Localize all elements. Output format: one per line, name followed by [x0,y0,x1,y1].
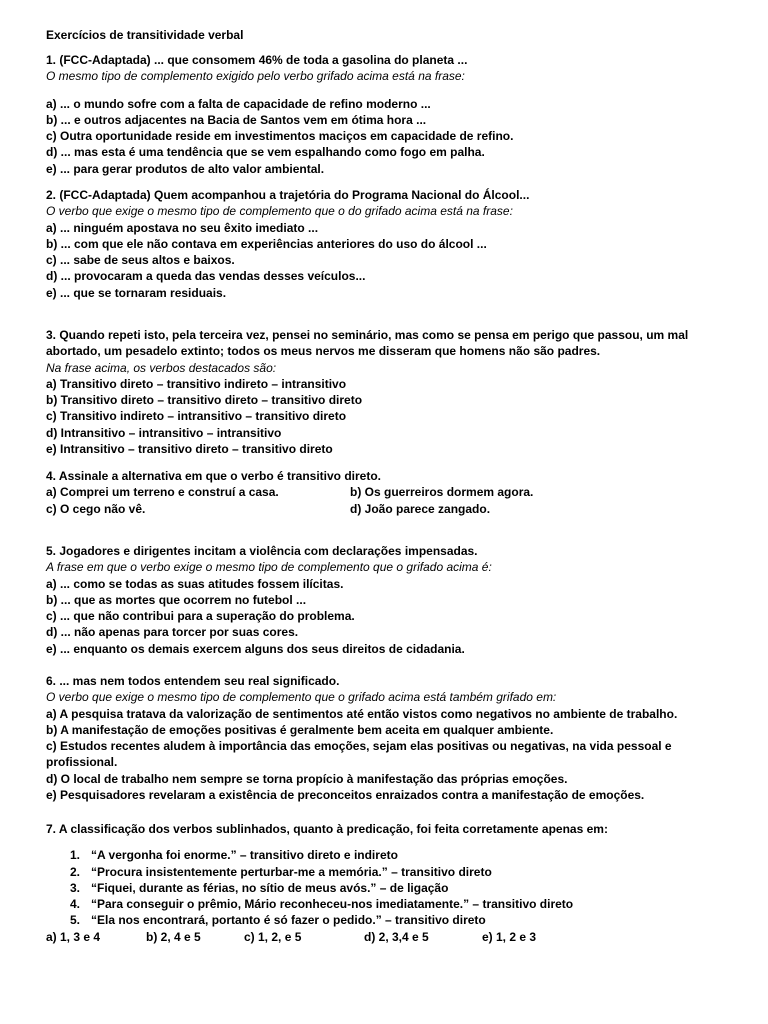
question-4-stem: 4. Assinale a alternativa em que o verbo é transitivo direto. [46,469,382,483]
question-4-option-a: a) Comprei um terreno e construí a casa. [46,485,279,500]
question-7-answer: c) 1, 2, e 5 [244,929,302,944]
question-7-answer-row [46,929,726,945]
question-4-option-b: b) Os guerreiros dormem agora. [350,485,534,500]
question-3-option: d) Intransitivo – intransitivo – intransitivo [46,425,282,440]
question-5-option: a) ... como se todas as suas atitudes fossem ilícitas. [46,576,344,591]
question-2-option: e) ... que se tornaram residuais. [46,285,227,300]
question-5-stem: 5. Jogadores e dirigentes incitam a violência com declarações impensadas. [46,544,478,558]
question-4-option-c: c) O cego não vê. [46,501,146,516]
question-1-instruction: O mesmo tipo de complemento exigido pelo verbo grifado acima está na frase: [46,69,465,84]
question-5-option: b) ... que as mortes que ocorrem no futebol ... [46,592,307,607]
question-3-option: a) Transitivo direto – transitivo indireto – intransitivo [46,376,347,391]
question-7-statement: 2. “Procura insistentemente perturbar-me a memória.” – transitivo direto [70,864,492,879]
question-5-option: d) ... não apenas para torcer por suas cores. [46,625,299,640]
question-5-option: c) ... que não contribui para a superação do problema. [46,609,355,624]
question-7-stem: 7. A classificação dos verbos sublinhados, quanto à predicação, foi feita corretamente apenas em: [46,822,608,836]
question-2-option: b) ... com que ele não contava em experiências anteriores do uso do álcool ... [46,236,487,251]
question-3-instruction: Na frase acima, os verbos destacados são: [46,360,277,375]
question-4 [46,468,726,517]
question-6-option: a) A pesquisa tratava da valorização de sentimentos até então vistos como negativos no ambiente de trabalho. [46,706,678,721]
question-4-options-row-1 [46,484,726,500]
question-1-option: e) ... para gerar produtos de alto valor ambiental. [46,161,325,176]
question-2-option: d) ... provocaram a queda das vendas desses veículos... [46,269,366,284]
question-7-statement-list [46,847,726,928]
question-5 [46,543,726,657]
question-3-stem-line-2: abortado, um pesadelo extinto; todos os meus nervos me disseram que homens não são padres. [46,344,601,359]
question-7-answer: d) 2, 3,4 e 5 [364,929,429,944]
question-6-stem: 6. ... mas nem todos entendem seu real significado. [46,674,340,688]
document-title: Exercícios de transitividade verbal [46,28,244,42]
question-3-stem-line-1: 3. Quando repeti isto, pela terceira vez, pensei no seminário, mas como se pensa em perigo que passou, um mal [46,328,689,342]
question-4-options-row-2 [46,501,726,517]
question-7-statement: 4. “Para conseguir o prêmio, Mário reconheceu-nos imediatamente.” – transitivo direto [70,897,574,912]
question-2-option: c) ... sabe de seus altos e baixos. [46,253,235,268]
question-2-instruction: O verbo que exige o mesmo tipo de complemento que o do grifado acima está na frase: [46,204,513,219]
question-4-option-d: d) João parece zangado. [350,501,491,516]
question-7-answer: b) 2, 4 e 5 [146,929,201,944]
question-6-option-continuation: profissional. [46,755,118,770]
question-6-option: b) A manifestação de emoções positivas é geralmente bem aceita em qualquer ambiente. [46,722,554,737]
question-7-answer: a) 1, 3 e 4 [46,929,101,944]
question-7 [46,821,726,945]
question-6-option: c) Estudos recentes aludem à importância das emoções, sejam elas positivas ou negativas, na vida pessoal e [46,739,672,754]
question-3-option: e) Intransitivo – transitivo direto – transitivo direto [46,442,333,457]
question-7-statement: 5. “Ela nos encontrará, portanto é só fazer o pedido.” – transitivo direto [70,913,486,928]
question-7-statement: 3. “Fiquei, durante as férias, no sítio de meus avós.” – de ligação [70,880,449,895]
question-1 [46,52,726,177]
question-5-option: e) ... enquanto os demais exercem alguns dos seus direitos de cidadania. [46,641,465,656]
question-3 [46,327,726,457]
question-6 [46,673,726,803]
question-1-option: b) ... e outros adjacentes na Bacia de Santos vem em ótima hora ... [46,112,427,127]
question-6-option: e) Pesquisadores revelaram a existência de preconceitos enraizados contra a manifestação de emoções. [46,788,645,803]
question-1-stem: 1. (FCC-Adaptada) ... que consomem 46% de toda a gasolina do planeta ... [46,53,468,67]
question-6-option: d) O local de trabalho nem sempre se torna propício à manifestação das próprias emoções. [46,771,568,786]
question-3-option: c) Transitivo indireto – intransitivo – transitivo direto [46,409,347,424]
question-2-option: a) ... ninguém apostava no seu êxito imediato ... [46,220,319,235]
question-7-answer: e) 1, 2 e 3 [482,929,537,944]
question-1-option: a) ... o mundo sofre com a falta de capacidade de refino moderno ... [46,96,431,111]
question-2-stem: 2. (FCC-Adaptada) Quem acompanhou a trajetória do Programa Nacional do Álcool... [46,188,530,202]
question-7-statement: 1. “A vergonha foi enorme.” – transitivo direto e indireto [70,848,398,863]
question-3-option: b) Transitivo direto – transitivo direto – transitivo direto [46,393,363,408]
question-2 [46,187,726,301]
question-5-instruction: A frase em que o verbo exige o mesmo tipo de complemento que o grifado acima é: [46,560,492,575]
question-1-option: d) ... mas esta é uma tendência que se vem espalhando como fogo em palha. [46,145,485,160]
question-6-instruction: O verbo que exige o mesmo tipo de complemento que o grifado acima está também grifado em: [46,690,557,705]
question-1-option: c) Outra oportunidade reside em investimentos maciços em capacidade de refino. [46,129,514,144]
